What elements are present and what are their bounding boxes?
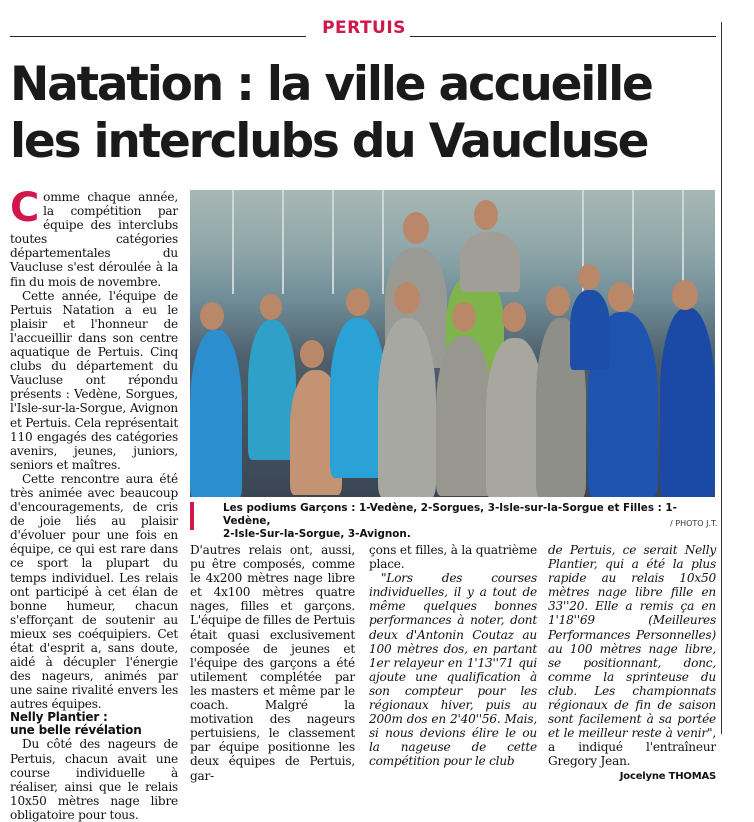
window-pane	[350, 190, 384, 294]
window-pane	[600, 190, 634, 294]
swimmer-figure	[248, 320, 296, 460]
swimmer-head	[300, 340, 324, 368]
window-pane	[650, 190, 684, 294]
article-column-1	[10, 185, 178, 822]
drop-cap: C	[10, 185, 40, 231]
swimmer-head	[474, 200, 498, 230]
quote-text: de Pertuis, ce serait Nelly Plantier, qui a été la plus rapide au relais 10x50 mètres nage libre fille en 33''20. Elle a remis ça en 1'18''69 (Meilleures Performances Personnelles) au 100 mètres nage libre, se positionnant, donc, comme la sprinteuse du club. Les championnats régionaux de fin de saison sont facilement à sa portée et le meilleur reste à venir"	[548, 543, 716, 741]
swimmer-head	[546, 286, 570, 316]
section-kicker: PERTUIS	[322, 18, 406, 38]
swimmer-figure	[570, 290, 610, 370]
paragraph: Cette année, l'équipe de Pertuis Natation a eu le plaisir et l'honneur de l'accueillir dans son centre aquatique de Pertuis. Cinq clubs du département du Vaucluse ont répondu présents : Vedène, Sorgues, l'Isle-sur-la-Sorgue, Avignon et Pertuis. Cela représentait 110 engagés des catégories avenirs, jeunes, juniors, seniors et maîtres.	[10, 288, 178, 472]
window-pane	[200, 190, 234, 294]
caption-line-1: Les podiums Garçons : 1-Vedène, 2-Sorgues, 3-Isle-sur-la-Sorgue et Filles : 1-Vedène,	[223, 502, 677, 527]
article-column-4	[548, 543, 716, 784]
headline-line-1: Natation : la ville accueille	[10, 57, 652, 112]
author-byline: Jocelyne THOMAS	[619, 770, 716, 782]
swimmer-figure	[190, 330, 242, 497]
article-column-2	[190, 543, 355, 783]
swimmer-head	[260, 294, 282, 320]
quote-paragraph	[548, 543, 716, 769]
subheading-line-1: Nelly Plantier :	[10, 710, 108, 725]
swimmer-head	[403, 212, 429, 244]
paragraph: D'autres relais ont, aussi, pu être composés, comme le 4x200 mètres nage libre et 4x100 mètres quatre nages, filles et garçons. L'équipe de filles de Pertuis était quasi exclusivement composée de jeunes et l'équipe des garçons a été utilement complétée par les masters et même par le coach. Malgré la motivation des nageurs pertuisiens, le classement par équipe positionne les deux équipes de Pertuis, gar-	[190, 543, 355, 783]
window-pane	[300, 190, 334, 294]
swimmer-head	[608, 282, 634, 312]
article-headline	[10, 56, 710, 170]
article-column-3	[369, 543, 537, 769]
swimmer-figure	[460, 232, 520, 292]
team-podium-photo	[190, 190, 715, 497]
paragraph: Du côté des nageurs de Pertuis, chacun avait une course individuelle à réaliser, ainsi que le relais 10x50 mètres nage libre obligatoire pour tous.	[10, 737, 178, 822]
column-divider	[721, 22, 722, 734]
swimmer-head	[672, 280, 698, 310]
paragraph: çons et filles, à la quatrième place.	[369, 543, 537, 572]
swimmer-head	[394, 282, 420, 314]
swimmer-head	[452, 302, 476, 332]
swimmer-figure	[660, 308, 715, 497]
subheading	[10, 711, 178, 737]
caption-line-2: 2-Isle-Sur-la-Sorgue, 3-Avignon.	[223, 528, 411, 540]
photo-credit: / PHOTO J.T.	[670, 519, 718, 528]
paragraph: Cette rencontre aura été très animée avec beaucoup d'encouragements, de cris de joie liés au plaisir d'évoluer pour une fois en équipe, ce qui est rare dans ce sport la plupart du temps individuel. Les relais ont participé à cet élan de bonne humeur, chacun s'efforçant de soutenir au mieux ses coéquipiers. Cet état d'esprit a, sans doute, aidé à décupler l'énergie des nageurs, animés par une saine rivalité envers les autres équipes.	[10, 471, 178, 712]
header-rule-right	[410, 36, 716, 37]
window-pane	[250, 190, 284, 294]
swimmer-head	[578, 264, 600, 290]
swimmer-head	[200, 302, 224, 330]
headline-line-2: les interclubs du Vaucluse	[10, 114, 648, 169]
subheading-line-2: une belle révélation	[10, 723, 142, 738]
swimmer-figure	[378, 318, 436, 497]
photo-caption	[190, 502, 718, 540]
lead-paragraph	[10, 185, 178, 289]
header-rule-left	[10, 36, 306, 37]
lead-text: omme chaque année, la compétition par équipe des interclubs toutes catégories départementales du Vaucluse s'est déroulée à la fin du mois de novembre.	[10, 190, 178, 289]
quote-paragraph: "Lors des courses individuelles, il y a tout de même quelques bonnes performances à noter, dont deux d'Antonin Coutaz au 100 mètres dos, en partant 1er relayeur en 1'13''71 qui ajoute une qualification à son compteur pour les régionaux hiver, puis au 200m dos en 2'40''56. Mais, si nous devions élire le ou la nageuse de cette compétition pour le club	[369, 571, 537, 769]
swimmer-head	[502, 302, 526, 332]
swimmer-head	[346, 288, 370, 316]
swimmer-figure	[436, 336, 492, 496]
attribution-text: , a indiqué l'entraîneur Gregory Jean.	[548, 726, 716, 769]
